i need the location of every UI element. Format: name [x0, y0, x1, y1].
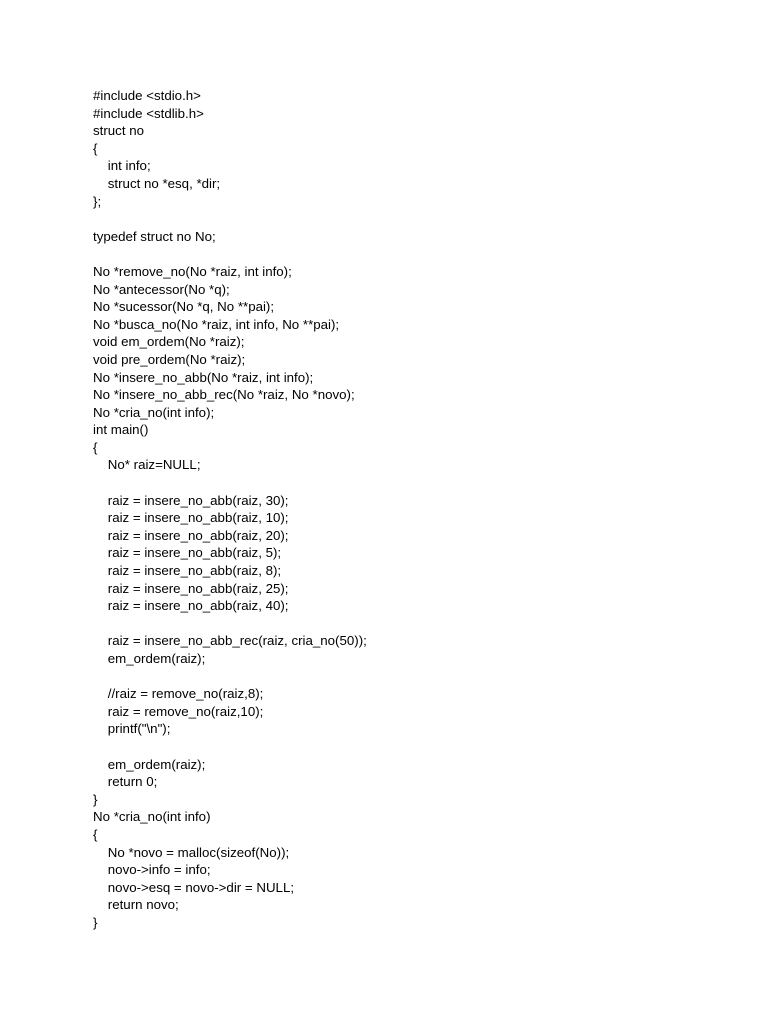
- code-line: No* raiz=NULL;: [93, 457, 201, 473]
- code-line: em_ordem(raiz);: [93, 651, 206, 666]
- code-line: No *cria_no(int info);: [93, 404, 215, 420]
- code-line: struct no: [93, 123, 144, 139]
- code-line: em_ordem(raiz);: [93, 756, 206, 772]
- code-line: #include <stdio.h>: [93, 88, 201, 103]
- code-line: }: [93, 791, 98, 807]
- code-line: No *busca_no(No *raiz, int info, No **pai);: [93, 316, 340, 332]
- code-line: novo->esq = novo->dir = NULL;: [93, 879, 295, 895]
- code-line: raiz = insere_no_abb(raiz, 8);: [93, 563, 282, 579]
- code-line: raiz = insere_no_abb_rec(raiz, cria_no(50));: [93, 633, 367, 649]
- code-line: struct no *esq, *dir;: [93, 175, 221, 191]
- code-line: [93, 738, 367, 756]
- code-line: raiz = insere_no_abb(raiz, 5);: [93, 545, 282, 561]
- code-line: raiz = insere_no_abb(raiz, 25);: [93, 580, 289, 596]
- code-line: No *remove_no(No *raiz, int info);: [93, 263, 292, 279]
- code-line: return novo;: [93, 897, 179, 913]
- code-line: [93, 615, 367, 633]
- source-code-text: [93, 87, 367, 932]
- code-line: raiz = insere_no_abb(raiz, 40);: [93, 598, 289, 614]
- code-line: raiz = remove_no(raiz,10);: [93, 703, 264, 719]
- code-line: No *insere_no_abb(No *raiz, int info);: [93, 369, 314, 385]
- code-line: printf("\n");: [93, 721, 171, 737]
- code-line: [93, 668, 367, 686]
- code-line: novo->info = info;: [93, 862, 211, 878]
- code-line: };: [93, 193, 102, 209]
- code-line: No *novo = malloc(sizeof(No));: [93, 844, 290, 860]
- code-line: {: [93, 439, 98, 455]
- code-line: {: [93, 140, 98, 156]
- code-line: {: [93, 826, 98, 842]
- code-line: raiz = insere_no_abb(raiz, 20);: [93, 527, 289, 543]
- code-line: [93, 210, 367, 228]
- code-line: typedef struct no No;: [93, 228, 216, 244]
- code-line: No *cria_no(int info): [93, 809, 211, 825]
- code-line: return 0;: [93, 774, 158, 790]
- code-line: int main(): [93, 422, 149, 438]
- code-line: //raiz = remove_no(raiz,8);: [93, 686, 264, 702]
- code-line: #include <stdlib.h>: [93, 105, 204, 121]
- code-line: No *antecessor(No *q);: [93, 281, 230, 297]
- code-line: [93, 245, 367, 263]
- code-line: raiz = insere_no_abb(raiz, 10);: [93, 510, 289, 526]
- code-line: [93, 474, 367, 492]
- code-line: int info;: [93, 158, 151, 174]
- code-line: void pre_ordem(No *raiz);: [93, 351, 246, 367]
- code-line: void em_ordem(No *raiz);: [93, 334, 245, 350]
- code-line: raiz = insere_no_abb(raiz, 30);: [93, 492, 289, 508]
- code-line: }: [93, 914, 98, 930]
- code-line: No *insere_no_abb_rec(No *raiz, No *novo);: [93, 387, 355, 403]
- code-line: No *sucessor(No *q, No **pai);: [93, 299, 275, 315]
